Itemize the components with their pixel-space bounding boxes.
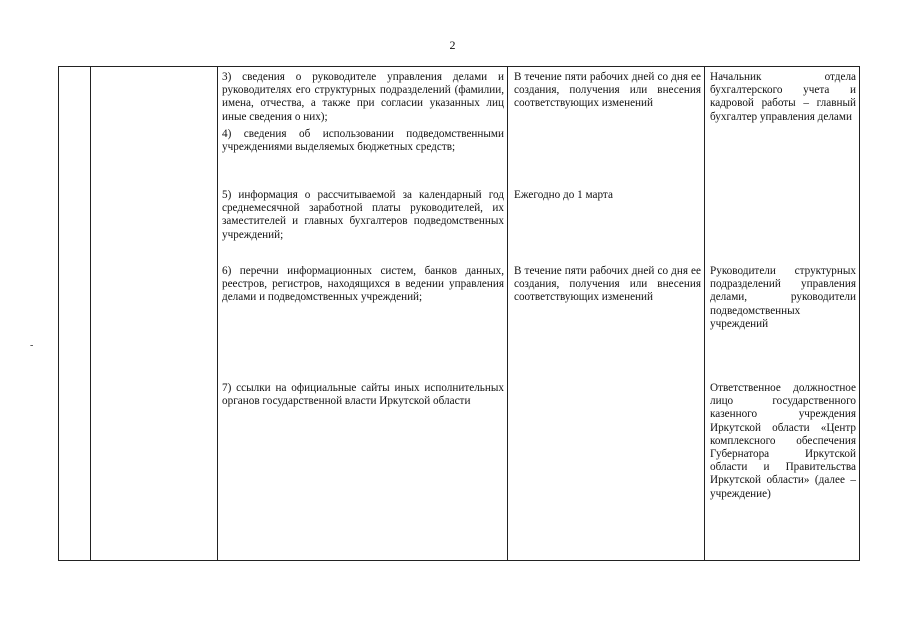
- info-cell: [218, 67, 508, 561]
- page-number: 2: [449, 38, 456, 52]
- responsible-cell: [705, 67, 860, 561]
- info-item-3: 3) сведения о руководителе управления делами и руководителях его структурных подразделений (фамилии, имена, отчества, а также при согласии указанных лиц иные сведения о них);: [222, 71, 504, 123]
- deadline-cell: [508, 67, 705, 561]
- info-item-5: 5) информация о рассчитываемой за календарный год среднемесячной заработной платы руководителей, их заместителей и главных бухгалтеров подведомственных учреждений;: [222, 189, 504, 241]
- deadline-item-3: В течение пяти рабочих дней со дня ее создания, получения или внесения соответствующих изменений: [514, 71, 701, 110]
- document-table: [58, 66, 860, 561]
- deadline-item-6: В течение пяти рабочих дней со дня ее создания, получения или внесения соответствующих изменений: [514, 265, 701, 304]
- index-cell: [59, 67, 91, 561]
- info-item-7: 7) ссылки на официальные сайты иных исполнительных органов государственной власти Иркутской области: [222, 382, 504, 408]
- responsible-item-3: Начальник отдела бухгалтерского учета и кадровой работы – главный бухгалтер управления делами: [710, 71, 856, 123]
- responsible-item-6: Руководители структурных подразделений управления делами, руководители подведомственных учреждений: [710, 265, 856, 330]
- deadline-item-5: Ежегодно до 1 марта: [514, 189, 613, 201]
- info-item-6: 6) перечни информационных систем, банков данных, реестров, регистров, находящихся в ведении управления делами и подведомственных учреждений;: [222, 265, 504, 304]
- section-cell: [91, 67, 218, 561]
- table-row: [59, 67, 860, 561]
- responsible-item-7: Ответственное должностное лицо государственного казенного учреждения Иркутской области «Центр комплексного обеспечения Губернатора Иркутской области и Правительства Иркутской области» (далее – учреждение): [710, 382, 856, 500]
- info-item-4: 4) сведения об использовании подведомственными учреждениями выделяемых бюджетных средств;: [222, 128, 504, 154]
- scan-mark: -: [30, 340, 34, 351]
